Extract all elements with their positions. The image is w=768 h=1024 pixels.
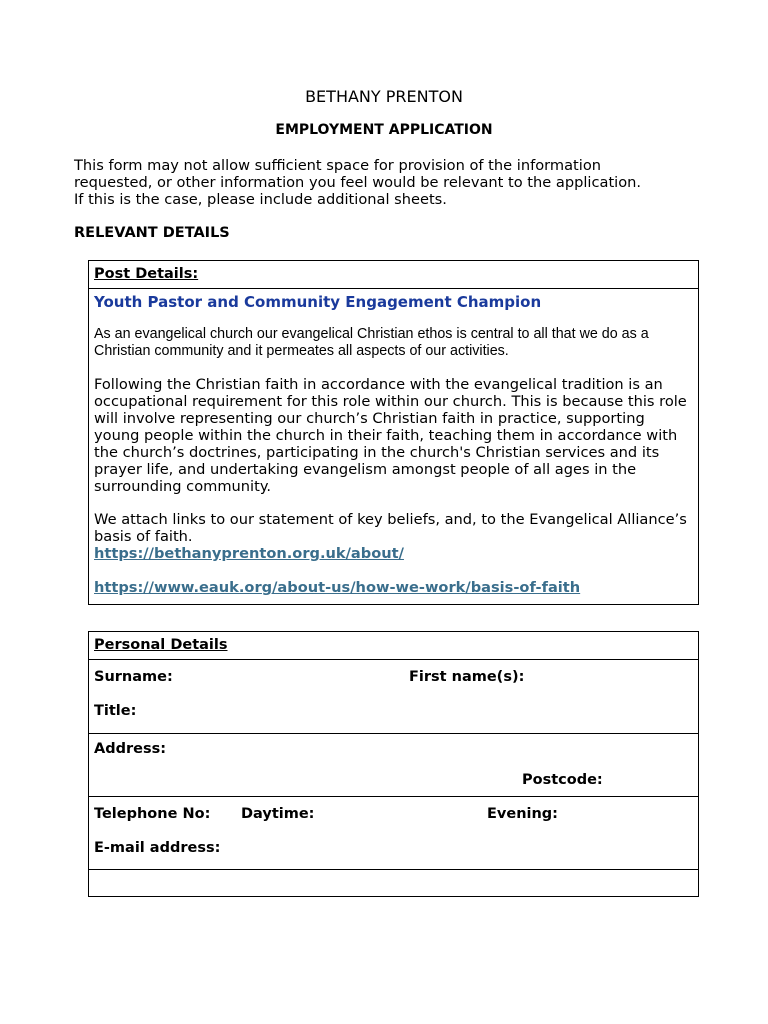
daytime-label: Daytime: xyxy=(241,806,315,822)
personal-details-box xyxy=(88,631,699,897)
contact-row[interactable] xyxy=(89,797,698,870)
intro-line: requested, or other information you feel would be relevant to the application. xyxy=(74,174,642,191)
post-details-body xyxy=(89,289,698,596)
address-row[interactable] xyxy=(89,734,698,797)
first-name-label: First name(s): xyxy=(409,669,525,685)
job-title: Youth Pastor and Community Engagement Champion xyxy=(94,293,542,311)
title-label: Title: xyxy=(94,703,137,719)
name-row[interactable] xyxy=(89,660,698,734)
links-intro-paragraph: We attach links to our statement of key beliefs, and, to the Evangelical Alliance’s basis of faith. xyxy=(94,511,687,545)
organisation-name: BETHANY PRENTON xyxy=(305,87,463,106)
intro-paragraph xyxy=(74,157,714,208)
requirement-paragraph: Following the Christian faith in accordance with the evangelical tradition is an occupational requirement for this role within our church. This is because this role will involve representing our church’s Christian faith in practice, supporting young people within the church in their faith, teaching them in accordance with the church’s doctrines, participating in the church's Christian services and its prayer life, and undertaking evangelism amongst people of all ages in the surrounding community. xyxy=(94,376,687,495)
personal-details-heading: Personal Details xyxy=(94,637,228,653)
post-details-box xyxy=(88,260,699,605)
section-heading: RELEVANT DETAILS xyxy=(74,225,230,241)
telephone-label: Telephone No: xyxy=(94,806,211,822)
address-label: Address: xyxy=(94,741,167,757)
empty-row[interactable] xyxy=(89,870,698,896)
post-details-header-row xyxy=(89,261,698,289)
post-details-heading: Post Details: xyxy=(94,266,199,282)
evening-label: Evening: xyxy=(487,806,558,822)
form-title: EMPLOYMENT APPLICATION xyxy=(275,122,493,138)
basis-of-faith-link[interactable]: https://www.eauk.org/about-us/how-we-work/basis-of-faith xyxy=(94,579,581,596)
email-label: E-mail address: xyxy=(94,840,221,856)
postcode-label: Postcode: xyxy=(522,772,603,788)
personal-details-header-row xyxy=(89,632,698,660)
intro-line: This form may not allow sufficient space for provision of the information xyxy=(74,157,601,174)
ethos-paragraph: As an evangelical church our evangelical Christian ethos is central to all that we do as a Christian community and it permeates all aspects of our activities. xyxy=(94,326,649,359)
surname-label: Surname: xyxy=(94,669,173,685)
intro-line: If this is the case, please include additional sheets. xyxy=(74,191,447,208)
about-link[interactable]: https://bethanyprenton.org.uk/about/ xyxy=(94,545,404,562)
